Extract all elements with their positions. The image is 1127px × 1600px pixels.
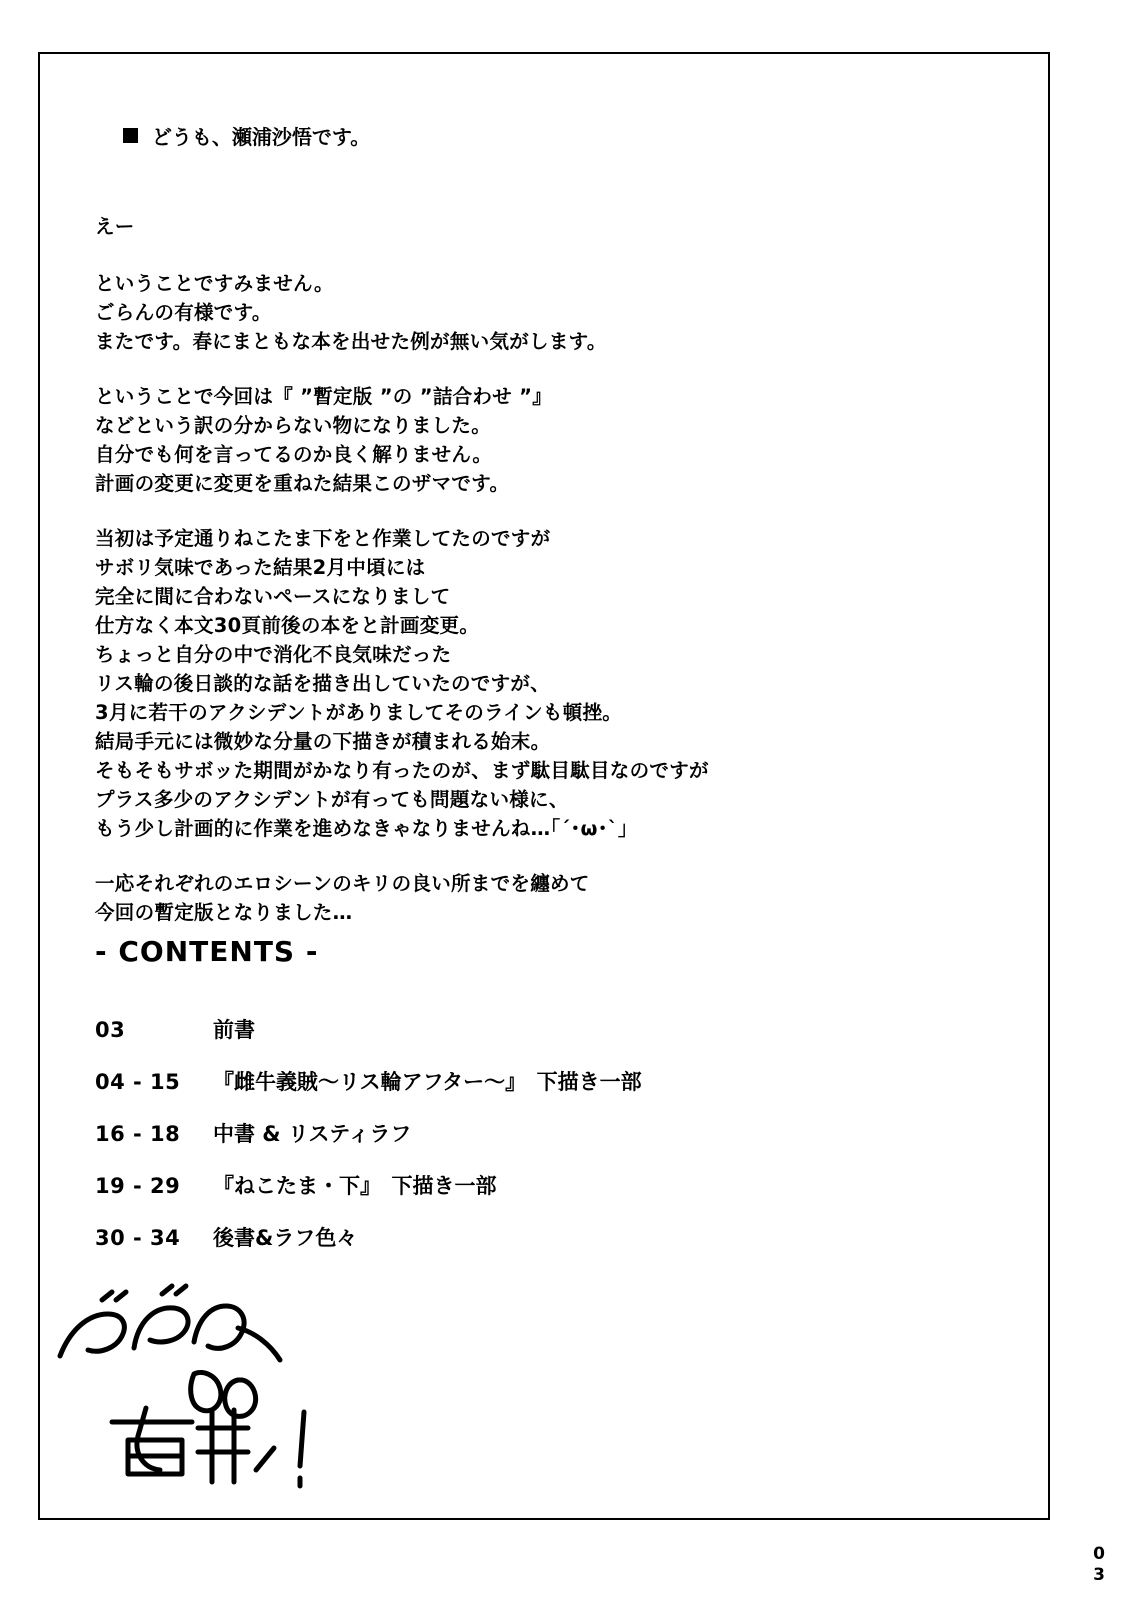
toc-entry-label: 前書: [213, 1018, 255, 1042]
toc-entry-pages: 03: [95, 1018, 126, 1042]
afterword-line: サボリ気味であった結果2月中頃には: [95, 556, 426, 579]
toc-entry: [95, 1066, 965, 1096]
afterword-intro: えー: [95, 215, 135, 238]
afterword-line: またです。春にまともな本を出せた例が無い気がします。: [95, 330, 607, 353]
toc-entry: [95, 1118, 965, 1148]
toc-entry-pages: 19 - 29: [95, 1174, 181, 1198]
circle-logo-graphic: [42, 1270, 342, 1500]
page-number: 03: [1089, 1544, 1109, 1586]
toc-entry-label: 中書 & リスティラフ: [213, 1122, 412, 1146]
toc-entry: [95, 1170, 965, 1200]
afterword-line: ごらんの有様です。: [95, 301, 272, 324]
afterword-paragraph-4: [95, 869, 955, 927]
toc-entry-pages: 04 - 15: [95, 1070, 181, 1094]
afterword-line: リス輪の後日談的な話を描き出していたのですが、: [95, 672, 551, 695]
afterword-line: 自分でも何を言ってるのか良く解りません。: [95, 443, 493, 466]
afterword-line: 仕方なく本文30頁前後の本をと計画変更。: [95, 614, 480, 637]
square-bullet-icon: [123, 128, 138, 143]
toc-entry-label: 『雌牛義賊〜リス輪アフター〜』 下描き一部: [213, 1070, 642, 1094]
toc-entry-label: 後書&ラフ色々: [213, 1226, 358, 1250]
afterword-paragraph-3: [95, 524, 955, 843]
toc-entry-label: 『ねこたま・下』 下描き一部: [213, 1174, 497, 1198]
logo-svg: [42, 1270, 342, 1500]
afterword-line: 当初は予定通りねこたま下をと作業してたのですが: [95, 527, 551, 550]
afterword-line: ちょっと自分の中で消化不良気味だった: [95, 643, 452, 666]
afterword-paragraph-2: [95, 382, 955, 498]
afterword-line: 計画の変更に変更を重ねた結果このザマです。: [95, 472, 510, 495]
contents-title: - CONTENTS -: [95, 935, 319, 968]
afterword-line: そもそもサボッた期間がかなり有ったのが、まず駄目駄目なのですが: [95, 759, 709, 782]
afterword-text-block: [95, 92, 955, 953]
afterword-line: 3月に若干のアクシデントがありましてそのラインも頓挫。: [95, 701, 623, 724]
toc-entry: [95, 1222, 965, 1252]
afterword-line: 結局手元には微妙な分量の下描きが積まれる始末。: [95, 730, 551, 753]
afterword-heading-text: どうも、瀬浦沙悟です。: [151, 125, 371, 149]
afterword-line: などという訳の分からない物になりました。: [95, 414, 492, 437]
afterword-line: プラス多少のアクシデントが有っても問題ない様に、: [95, 788, 569, 811]
afterword-line: 今回の暫定版となりました…: [95, 901, 353, 924]
toc-entry: [95, 1014, 965, 1044]
afterword-heading: [95, 92, 955, 182]
afterword-line: ということですみません。: [95, 272, 334, 295]
toc-entry-pages: 30 - 34: [95, 1226, 181, 1250]
afterword-line: もう少し計画的に作業を進めなきゃなりませんね…｢´･ω･`｣: [95, 817, 628, 840]
table-of-contents: [95, 935, 965, 1274]
afterword-paragraph-1: [95, 269, 955, 356]
afterword-line: 一応それぞれのエロシーンのキリの良い所までを纏めて: [95, 872, 590, 895]
afterword-line: ということで今回は『 ”暫定版 ”の ”詰合わせ ”』: [95, 385, 553, 408]
afterword-line: 完全に間に合わないペースになりまして: [95, 585, 451, 608]
toc-entry-pages: 16 - 18: [95, 1122, 181, 1146]
